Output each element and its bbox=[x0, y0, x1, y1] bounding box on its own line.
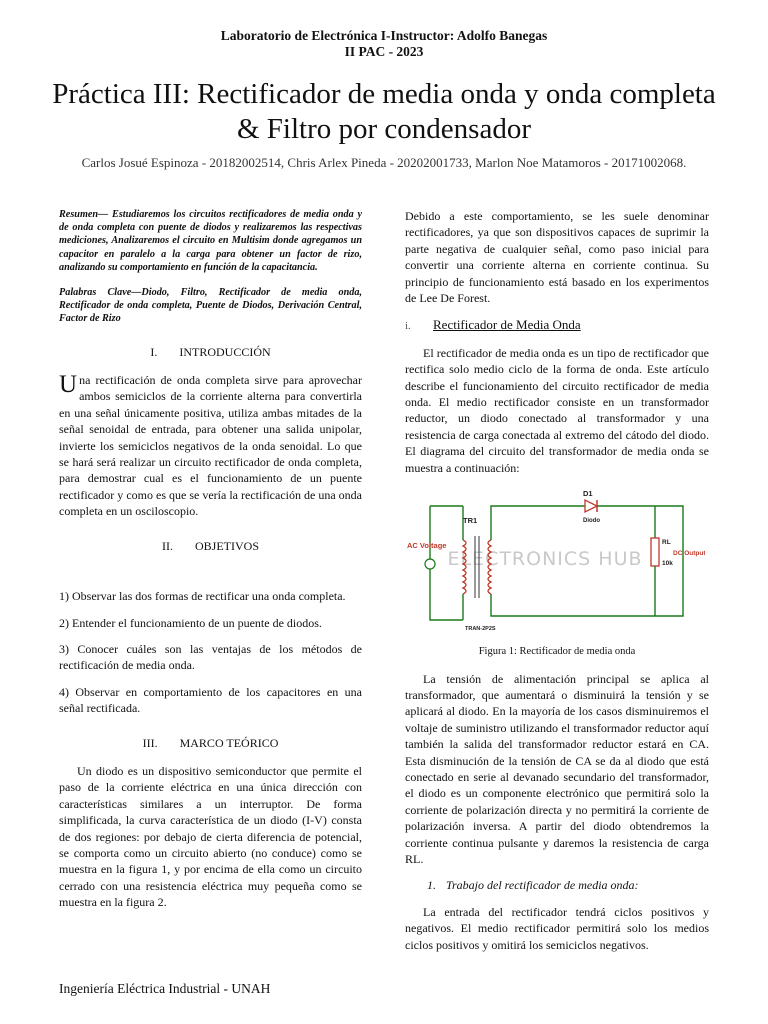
half-wave-rectifier-diagram bbox=[405, 490, 705, 638]
section-number: III. bbox=[142, 735, 158, 750]
authors: Carlos Josué Espinoza - 20182002514, Chris Arlex Pineda - 20202001733, Marlon Noe Matamoros - 20171002068. bbox=[81, 155, 687, 170]
transformer-label: TRAN-2P2S bbox=[465, 626, 496, 633]
objective-item: 3) Conocer cuáles son las ventajas de los métodos de rectificación de media onda. bbox=[59, 641, 362, 673]
ac-source-icon bbox=[425, 559, 435, 569]
subsubsection-heading bbox=[405, 877, 709, 893]
ac-voltage-label: AC Voltage bbox=[407, 541, 447, 551]
section-heading-objetivos bbox=[59, 538, 362, 554]
abstract: Resumen— Estudiaremos los circuitos rectificadores de media onda y de onda completa con puente de diodos y realizaremos las respectivas mediciones, Analizaremos el circuito en Multisim donde agregamos un capacitor en paralelo a la carga para obtener un factor de rizo, analizando su comportamiento en función de la capacitancia. bbox=[59, 209, 362, 273]
circuit-figure bbox=[405, 490, 709, 638]
objective-item: 4) Observar en comportamiento de los capacitores en una señal rectificada. bbox=[59, 684, 362, 716]
keywords: Palabras Clave—Diodo, Filtro, Rectificador de media onda, Rectificador de onda completa, Puente de Diodos, Derivación Central, Factor de Rizo bbox=[59, 287, 362, 325]
subsection-number: i. bbox=[405, 320, 411, 333]
paragraph-rectificadores: Debido a este comportamiento, se les suele denominar rectificadores, ya que son dispositivos capaces de suprimir la parte negativa de cualquier señal, como paso inicial para convertir una corriente alterna en corriente continua. Su principio de funcionamiento está basado en los experimentos de Lee De Forest. bbox=[405, 209, 709, 306]
section-heading-introduccion bbox=[59, 344, 362, 360]
header-line-2: II PAC - 2023 bbox=[344, 44, 424, 59]
tr1-label: TR1 bbox=[463, 516, 478, 526]
section-number: I. bbox=[150, 344, 158, 359]
marco-teorico-paragraph: Un diodo es un dispositivo semiconductor que permite el paso de la corriente eléctrica en una única dirección con características similares a un interruptor. De forma simplificada, la curva característica de un diodo (I-V) consta de dos regiones: por debajo de cierta diferencia de potencial, se comporta como un circuito abierto (no conduce) como se muestra en la figura 1, y por encima de ella como un circuito cerrado con una resistencia eléctrica muy pequeña como se muestra en la figura 2. bbox=[59, 763, 362, 910]
rl-label: RL bbox=[662, 539, 671, 547]
diode-icon bbox=[585, 500, 597, 512]
paragraph-media-onda: El rectificador de media onda es un tipo de rectificador que rectifica solo medio ciclo de la forma de onda. Este artículo describe el funcionamiento del circuito rectificador de media onda. El medio rectificador consiste en un transformador reductor, un diodo conectado al transformador y una resistencia de carga conectada al extremo del cátodo del diodo. El diagrama del circuito del transformador de media onda se muestra a continuación: bbox=[405, 345, 709, 475]
subsubsection-number: 1. bbox=[427, 878, 436, 893]
watermark-text: ELECTRONICS HUB bbox=[447, 548, 643, 571]
paper-title: Práctica III: Rectificador de media onda y onda completa & Filtro por condensador bbox=[52, 78, 716, 145]
intro-text: na rectificación de onda completa sirve para aprovechar ambos semiciclos de la corriente alterna para convertirla en una señal únicamente positiva, utiliza ambas mitades de la señal senoidal de entrada, para obtener una salida unipolar, invierte los semiciclos negativos de la onda senoidal. Lo que se hará será realizar un circuito rectificador de onda completa, para demostrar cual es el funcionamiento de un puente rectificador y como es que se vería la rectificación de una onda completa en un osciloscopio. bbox=[59, 373, 362, 519]
header-line-1: Laboratorio de Electrónica I-Instructor: Adolfo Banegas bbox=[220, 28, 548, 43]
section-title: INTRODUCCIÓN bbox=[179, 344, 271, 359]
left-column bbox=[59, 208, 362, 911]
figure-caption: Figura 1: Rectificador de media onda bbox=[478, 646, 636, 658]
subsubsection-title: Trabajo del rectificador de media onda: bbox=[446, 878, 639, 893]
rl-value-label: 10k bbox=[662, 560, 673, 568]
d1-label: D1 bbox=[583, 490, 593, 499]
objective-item: 1) Observar las dos formas de rectificar una onda completa. bbox=[59, 589, 346, 604]
section-title: OBJETIVOS bbox=[194, 538, 259, 553]
page-header bbox=[0, 28, 768, 60]
subsection-title: Rectificador de Media Onda bbox=[433, 317, 581, 333]
right-column bbox=[405, 208, 709, 953]
resistor-icon bbox=[651, 538, 659, 566]
drop-cap: U bbox=[59, 371, 78, 399]
wire-secondary-bottom bbox=[491, 594, 659, 616]
section-number: II. bbox=[161, 538, 173, 553]
section-title: MARCO TEÓRICO bbox=[179, 735, 279, 750]
intro-paragraph bbox=[59, 372, 362, 520]
objective-item: 2) Entender el funcionamiento de un puente de diodos. bbox=[59, 615, 322, 630]
dc-output-label: DC Output bbox=[673, 550, 705, 558]
wire-secondary-top bbox=[491, 506, 585, 540]
paragraph-tension: La tensión de alimentación principal se aplica al transformador, que aumentará o disminuirá la tensión y se aplicará al diodo. En la mayoría de los casos disminuiremos el voltaje de suministro utilizando el transformador reductor aquí también la salida del transformador reductor estará en CA. Esta disminución de la tensión de CA se da al diodo que está conectado en serie al devanado secundario del transformador, el diodo es un componente electrónico que permitirá solo la corriente de polarización directa y no permitirá la corriente de polarización inversa. A partir del diodo obtendremos la corriente continua pulsante y daremos la resistencia de carga RL. bbox=[405, 671, 709, 866]
diodo-label: Diodo bbox=[583, 518, 600, 525]
section-heading-marco-teorico bbox=[59, 735, 362, 751]
page-footer: Ingeniería Eléctrica Industrial - UNAH bbox=[59, 981, 271, 996]
paragraph-trabajo: La entrada del rectificador tendrá ciclos positivos y negativos. El medio rectificador permitirá solo los medios ciclos positivos y omitirá los semiciclos negativos. bbox=[405, 904, 709, 952]
subsection-heading bbox=[405, 317, 709, 334]
